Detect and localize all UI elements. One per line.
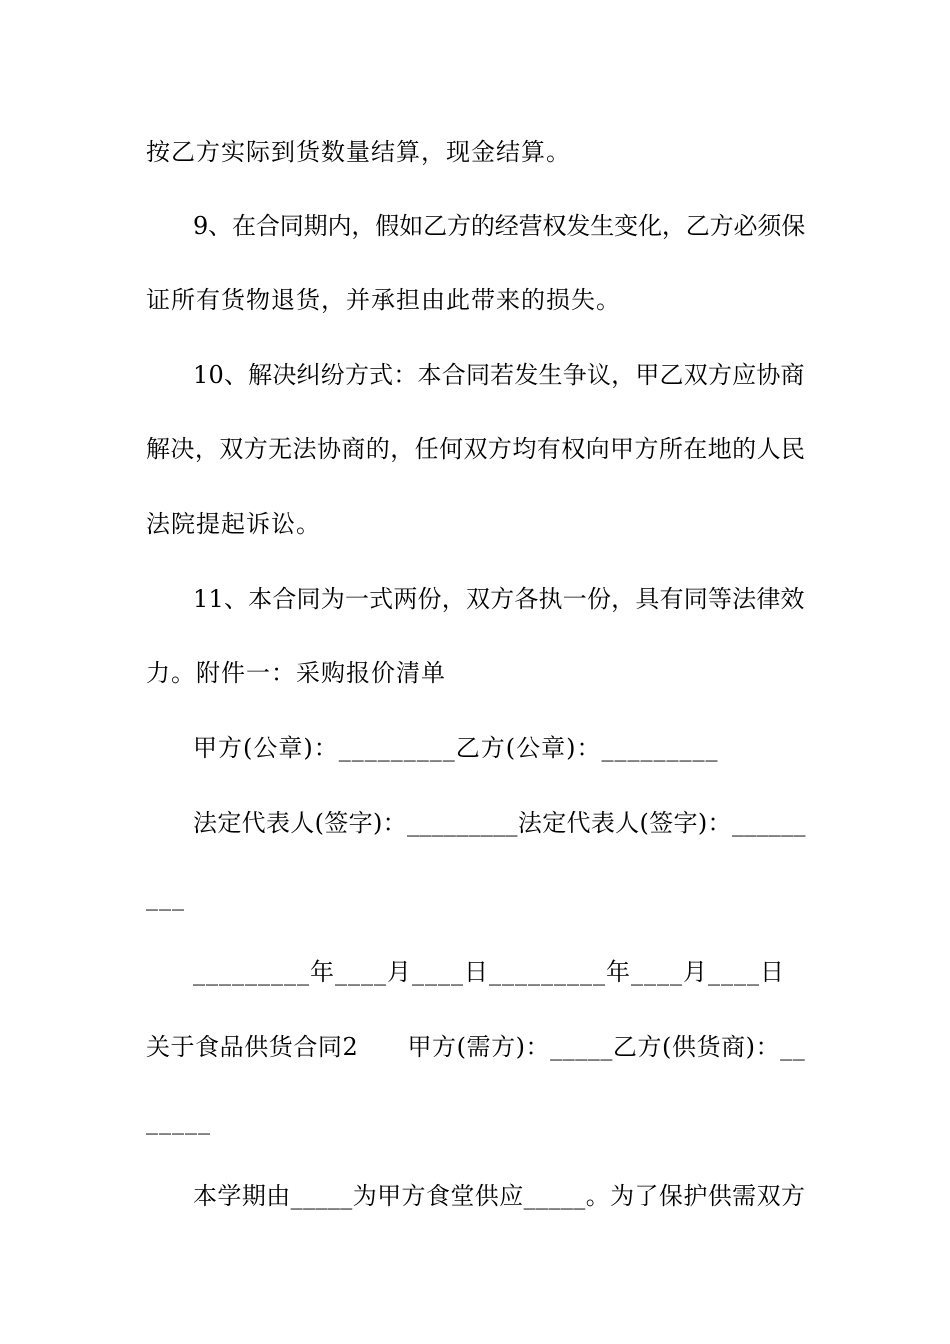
paragraph-line: 力。附件一：采购报价清单 <box>146 659 446 687</box>
paragraph-line: 11、本合同为一式两份，双方各执一份，具有同等法律效 <box>193 585 805 613</box>
paragraph-line: _____ <box>146 1107 211 1135</box>
paragraph-line: 解决，双方无法协商的，任何双方均有权向甲方所在地的人民 <box>146 435 806 463</box>
paragraph-line: 本学期由_____为甲方食堂供应_____。为了保护供需双方 <box>193 1182 806 1210</box>
paragraph-line: 法院提起诉讼。 <box>146 510 321 538</box>
signature-line: ___ <box>146 883 185 911</box>
paragraph-line: 证所有货物退货，并承担由此带来的损失。 <box>146 286 621 314</box>
paragraph-line: 9、在合同期内，假如乙方的经营权发生变化，乙方必须保 <box>193 212 806 240</box>
signature-line: 法定代表人(签字)：_________法定代表人(签字)：______ <box>193 809 806 837</box>
paragraph-line: 10、解决纠纷方式：本合同若发生争议，甲乙双方应协商 <box>193 361 805 389</box>
contract-heading-line: 关于食品供货合同2 甲方(需方)：_____乙方(供货商)：__ <box>146 1033 806 1061</box>
signature-line: 甲方(公章)：_________乙方(公章)：_________ <box>193 734 719 762</box>
date-line: _________年____月____日_________年____月____日 <box>193 958 785 986</box>
paragraph-line: 按乙方实际到货数量结算，现金结算。 <box>146 138 571 166</box>
